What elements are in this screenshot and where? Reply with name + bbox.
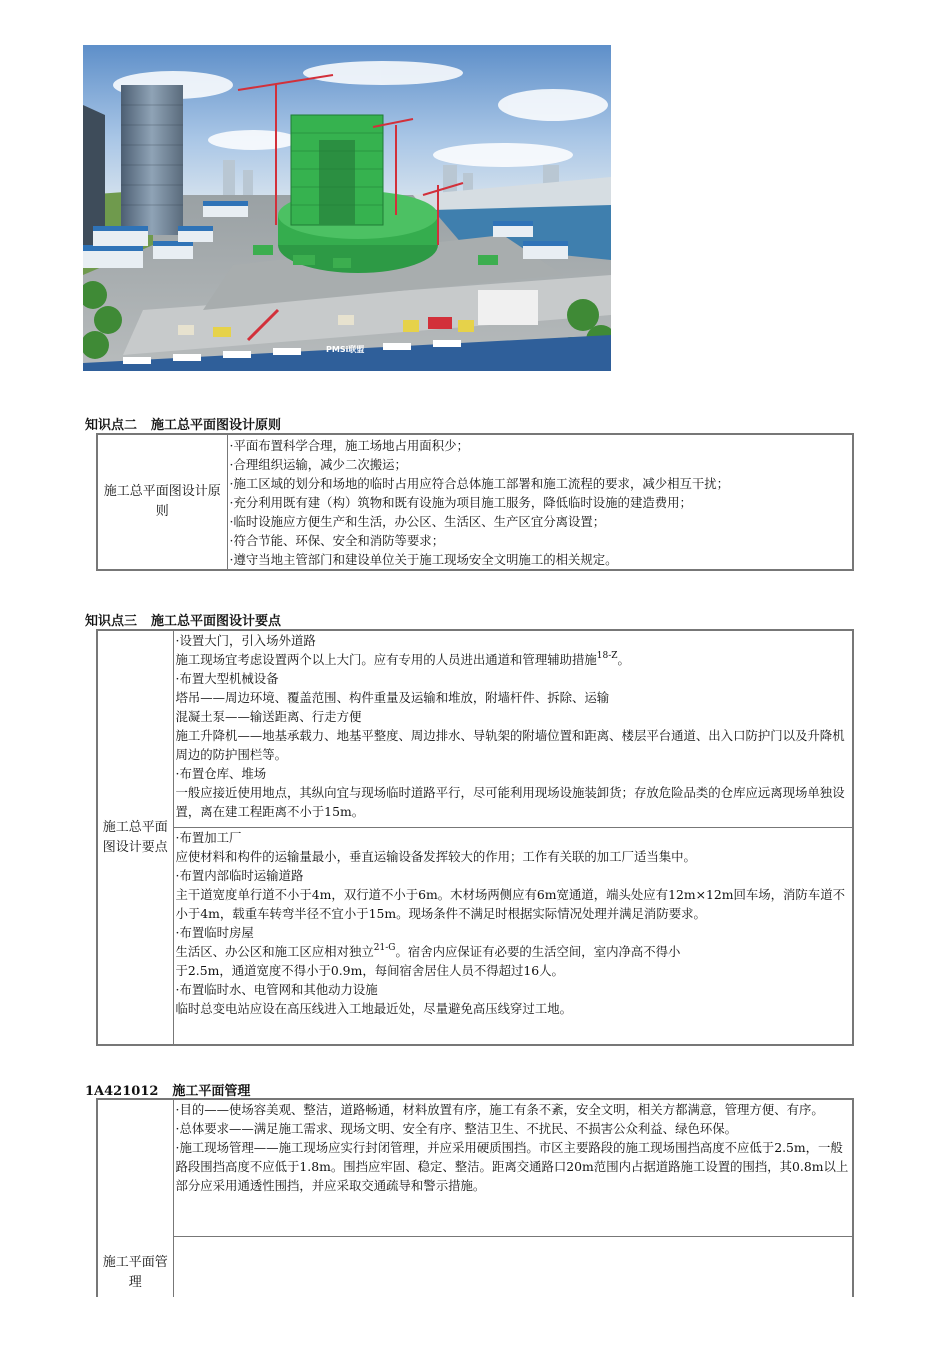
exam-reference-mark: 21-G [373,943,396,953]
key-point-heading: ·布置大型机械设备 [175,671,279,686]
principles-body-cell [227,434,853,570]
key-point-text: 施工升降机——地基承载力、地基平整度、周边排水、导轨架的附墙位置和距离、楼层平台通道、出入口防护门以及升降机周边的防护围栏等。 [175,728,845,762]
principle-item: ·施工区域的划分和场地的临时占用应符合总体施工部署和施工流程的要求，减少相互干扰； [229,476,730,491]
key-point-text-end: 。宿舍内应保证有必要的生活空间，室内净高不得小 [395,944,681,959]
principle-item: ·遵守当地主管部门和建设单位关于施工现场安全文明施工的相关规定。 [229,552,618,567]
principle-item: ·临时设施应方便生产和生活，办公区、生活区、生产区宜分离设置； [229,514,606,529]
key-point-text: 应使材料和构件的运输量最小，垂直运输设备发挥较大的作用；工作有关联的加工厂适当集中。 [175,849,696,864]
key-point-text: 主干道宽度单行道不小于4m，双行道不小于6m。木材场两侧应有6m宽通道，端头处应有12m×12m回车场，消防车道不小于4m，载重车转弯半径不宜小于15m。现场条件不满足时根据实际情况处理并满足消防要求。 [175,887,845,921]
key-point-text: 一般应接近使用地点，其纵向宜与现场临时道路平行，尽可能利用现场设施装卸货；存放危险品类的仓库应远离现场单独设置，离在建工程距离不小于15m。 [175,785,845,819]
hoarding-sign: PMSi联盟 [326,345,365,354]
section-title: 施工总平面图设计要点 [151,614,282,629]
construction-site-rendering [83,45,611,371]
principles-table [96,433,854,571]
key-point-heading: ·布置内部临时运输道路 [175,868,304,883]
key-point-heading: ·布置临时房屋 [175,925,254,940]
section-title: 施工平面管理 [172,1084,251,1099]
key-points-table [96,629,854,1046]
key-points-block-2 [173,828,853,1046]
principle-item: ·符合节能、环保、安全和消防等要求； [229,533,445,548]
section-title: 施工总平面图设计原则 [151,418,282,433]
section-heading-site-management [85,1080,250,1099]
site-management-table [96,1098,854,1297]
key-point-text: 塔吊——周边环境、覆盖范围、构件重量及运输和堆放，附墙杆件、拆除、运输 [175,690,610,705]
section-heading-key-points [85,610,281,629]
section-heading-principles [85,414,281,433]
principle-item: ·平面布置科学合理，施工场地占用面积少； [229,438,469,453]
key-points-label: 施工总平面图设计要点 [102,819,168,855]
key-point-text-main: 施工现场宜考虑设置两个以上大门。应有专用的人员进出通道和管理辅助措施 [175,652,597,667]
key-point-heading: ·布置临时水、电管网和其他动力设施 [175,982,378,997]
key-point-heading: ·布置仓库、堆场 [175,766,267,781]
site-management-label-cell [97,1099,173,1297]
highrise-tower [121,85,183,235]
site-management-empty-cell [173,1237,853,1298]
site-illustration [83,45,611,371]
key-point-heading: ·设置大门，引入场外道路 [175,633,316,648]
management-item: ·施工现场管理——施工现场应实行封闭管理，并应采用硬质围挡。市区主要路段的施工现场围挡高度不应低于2.5m，一般路段围挡高度不应低于1.8m。围挡应牢固、稳定、整洁。距离交通路口20m范围内占据道路施工设置的围挡，其0.8m以上部分应采用通透性围挡，并应采取交通疏导和警示措施。 [175,1140,849,1193]
key-points-block-1 [173,630,853,828]
key-point-text-main: 生活区、办公区和施工区应相对独立 [175,944,374,959]
key-point-text [176,942,852,961]
section-code: 知识点二 [85,418,138,433]
exam-reference-mark: 18-Z [596,651,618,661]
key-point-text-end: 。 [617,652,630,667]
principles-label: 施工总平面图设计原则 [103,484,221,519]
section-code: 知识点三 [85,614,138,629]
key-point-text: 混凝土泵——输送距离、行走方便 [175,709,362,724]
site-management-body-cell [173,1099,853,1237]
key-point-heading: ·布置加工厂 [175,830,242,845]
management-item: ·目的——使场容美观、整洁，道路畅通，材料放置有序，施工有条不紊，安全文明，相关方都满意，管理方便、有序。 [175,1102,824,1117]
key-point-text: 临时总变电站应设在高压线进入工地最近处，尽量避免高压线穿过工地。 [175,1001,572,1016]
principle-item: ·合理组织运输，减少二次搬运； [229,457,407,472]
section-code: 1A421012 [85,1084,159,1099]
management-item: ·总体要求——满足施工需求、现场文明、安全有序、整洁卫生、不扰民、不损害公众利益、绿色环保。 [175,1121,738,1136]
site-management-label: 施工平面管理 [102,1255,168,1290]
principles-label-cell [97,434,227,570]
key-points-label-cell [97,630,173,1045]
principle-item: ·充分利用既有建（构）筑物和既有设施为项目施工服务，降低临时设施的建造费用； [229,495,692,510]
key-point-text [176,650,852,669]
key-point-text: 于2.5m，通道宽度不得小于0.9m，每间宿舍居住人员不得超过16人。 [175,963,564,978]
